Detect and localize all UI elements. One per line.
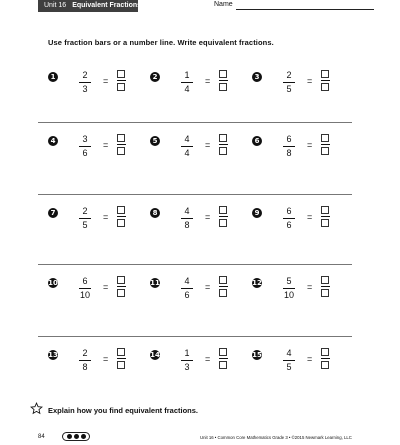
fraction-bar bbox=[283, 288, 295, 289]
numerator: 2 bbox=[82, 206, 88, 216]
answer-numerator-box[interactable] bbox=[117, 276, 125, 284]
problem-item bbox=[150, 206, 250, 246]
problem-number: 2 bbox=[150, 72, 160, 82]
dot bbox=[81, 434, 86, 439]
given-fraction bbox=[282, 206, 296, 231]
given-fraction bbox=[180, 206, 194, 231]
denominator: 8 bbox=[184, 220, 190, 230]
fraction-bar bbox=[79, 82, 91, 83]
answer-denominator-box[interactable] bbox=[117, 83, 125, 91]
answer-fraction-bar bbox=[219, 80, 228, 81]
problem-number: 13 bbox=[48, 351, 58, 359]
numerator: 1 bbox=[184, 348, 190, 358]
answer-denominator-box[interactable] bbox=[219, 83, 227, 91]
answer-numerator-box[interactable] bbox=[219, 276, 227, 284]
fraction-bar bbox=[283, 82, 295, 83]
problem-number: 11 bbox=[150, 279, 160, 287]
answer-denominator-box[interactable] bbox=[321, 219, 329, 227]
answer-denominator-box[interactable] bbox=[117, 361, 125, 369]
numerator: 2 bbox=[82, 348, 88, 358]
problem-number: 14 bbox=[150, 351, 160, 359]
answer-fraction[interactable] bbox=[321, 206, 330, 227]
equals-sign: = bbox=[205, 76, 211, 86]
given-fraction bbox=[180, 134, 194, 159]
denominator: 8 bbox=[82, 362, 88, 372]
denominator: 5 bbox=[286, 84, 292, 94]
answer-fraction[interactable] bbox=[321, 134, 330, 155]
given-fraction bbox=[282, 134, 296, 159]
given-fraction bbox=[78, 276, 92, 301]
denominator: 5 bbox=[286, 362, 292, 372]
answer-denominator-box[interactable] bbox=[321, 147, 329, 155]
given-fraction bbox=[78, 348, 92, 373]
problem-item bbox=[252, 70, 352, 110]
page-number: 84 bbox=[38, 434, 45, 440]
numerator: 6 bbox=[286, 206, 292, 216]
equals-sign: = bbox=[205, 212, 211, 222]
problem-item bbox=[48, 70, 148, 110]
equals-sign: = bbox=[103, 282, 109, 292]
answer-numerator-box[interactable] bbox=[219, 348, 227, 356]
fraction-bar bbox=[79, 360, 91, 361]
answer-fraction-bar bbox=[219, 216, 228, 217]
fraction-bar bbox=[181, 288, 193, 289]
numerator: 6 bbox=[82, 276, 88, 286]
given-fraction bbox=[282, 276, 296, 301]
explain-prompt: Explain how you find equivalent fractions. bbox=[48, 406, 199, 415]
answer-numerator-box[interactable] bbox=[117, 206, 125, 214]
answer-numerator-box[interactable] bbox=[117, 134, 125, 142]
answer-numerator-box[interactable] bbox=[321, 70, 329, 78]
problem-number: 7 bbox=[48, 208, 58, 218]
row-divider bbox=[38, 264, 352, 265]
problem-item bbox=[150, 348, 250, 388]
answer-denominator-box[interactable] bbox=[219, 147, 227, 155]
answer-denominator-box[interactable] bbox=[219, 219, 227, 227]
equals-sign: = bbox=[103, 140, 109, 150]
equals-sign: = bbox=[307, 212, 313, 222]
answer-fraction-bar bbox=[321, 80, 330, 81]
row-divider bbox=[38, 336, 352, 337]
answer-numerator-box[interactable] bbox=[219, 70, 227, 78]
fraction-bar bbox=[79, 218, 91, 219]
given-fraction bbox=[78, 134, 92, 159]
answer-denominator-box[interactable] bbox=[219, 361, 227, 369]
fraction-bar bbox=[283, 146, 295, 147]
fraction-bar bbox=[283, 218, 295, 219]
name-field[interactable] bbox=[214, 0, 374, 12]
problem-item bbox=[48, 206, 148, 246]
equals-sign: = bbox=[307, 282, 313, 292]
fraction-bar bbox=[181, 360, 193, 361]
fraction-bar bbox=[79, 146, 91, 147]
given-fraction bbox=[180, 276, 194, 301]
answer-denominator-box[interactable] bbox=[117, 289, 125, 297]
equals-sign: = bbox=[205, 354, 211, 364]
answer-denominator-box[interactable] bbox=[321, 289, 329, 297]
answer-fraction-bar bbox=[321, 286, 330, 287]
fraction-bar bbox=[181, 146, 193, 147]
problem-number: 10 bbox=[48, 279, 58, 287]
numerator: 4 bbox=[184, 206, 190, 216]
answer-fraction-bar bbox=[321, 358, 330, 359]
answer-fraction-bar bbox=[117, 216, 126, 217]
numerator: 1 bbox=[184, 70, 190, 80]
equals-sign: = bbox=[205, 140, 211, 150]
answer-fraction[interactable] bbox=[219, 70, 228, 91]
answer-fraction-bar bbox=[321, 144, 330, 145]
fraction-bar bbox=[181, 82, 193, 83]
answer-fraction[interactable] bbox=[219, 276, 228, 297]
problem-item bbox=[252, 206, 352, 246]
equals-sign: = bbox=[307, 354, 313, 364]
given-fraction bbox=[282, 348, 296, 373]
denominator: 3 bbox=[184, 362, 190, 372]
row-divider bbox=[38, 122, 352, 123]
answer-fraction-bar bbox=[321, 216, 330, 217]
numerator: 4 bbox=[184, 134, 190, 144]
answer-fraction[interactable] bbox=[219, 206, 228, 227]
answer-fraction[interactable] bbox=[117, 206, 126, 227]
answer-fraction-bar bbox=[219, 144, 228, 145]
problem-number: 4 bbox=[48, 136, 58, 146]
denominator: 6 bbox=[184, 290, 190, 300]
problem-item bbox=[48, 276, 148, 316]
unit-label: Unit 16 bbox=[44, 2, 67, 9]
answer-numerator-box[interactable] bbox=[117, 348, 125, 356]
footer-credit: Unit 16 • Common Core Mathematics Grade 3 • ©2015 Newmark Learning, LLC bbox=[200, 435, 352, 440]
numerator: 4 bbox=[184, 276, 190, 286]
equals-sign: = bbox=[103, 212, 109, 222]
denominator: 10 bbox=[283, 290, 294, 300]
denominator: 4 bbox=[184, 84, 190, 94]
name-line[interactable] bbox=[236, 9, 374, 10]
dot bbox=[67, 434, 72, 439]
answer-fraction-bar bbox=[219, 358, 228, 359]
answer-denominator-box[interactable] bbox=[117, 147, 125, 155]
denominator: 3 bbox=[82, 84, 88, 94]
problem-number: 8 bbox=[150, 208, 160, 218]
problem-number: 1 bbox=[48, 72, 58, 82]
answer-numerator-box[interactable] bbox=[321, 348, 329, 356]
problem-item bbox=[150, 276, 250, 316]
answer-numerator-box[interactable] bbox=[321, 276, 329, 284]
answer-denominator-box[interactable] bbox=[117, 219, 125, 227]
denominator: 6 bbox=[286, 220, 292, 230]
answer-denominator-box[interactable] bbox=[321, 361, 329, 369]
answer-fraction-bar bbox=[117, 286, 126, 287]
equals-sign: = bbox=[103, 76, 109, 86]
fraction-bar bbox=[181, 218, 193, 219]
answer-fraction[interactable] bbox=[117, 70, 126, 91]
dot bbox=[74, 434, 79, 439]
answer-fraction-bar bbox=[117, 144, 126, 145]
given-fraction bbox=[78, 206, 92, 231]
denominator: 4 bbox=[184, 148, 190, 158]
answer-fraction-bar bbox=[117, 80, 126, 81]
answer-numerator-box[interactable] bbox=[219, 134, 227, 142]
unit-title: Equivalent Fractions bbox=[72, 2, 142, 9]
answer-denominator-box[interactable] bbox=[321, 83, 329, 91]
name-label: Name bbox=[214, 1, 233, 8]
answer-fraction[interactable] bbox=[117, 134, 126, 155]
difficulty-dots bbox=[62, 432, 90, 441]
equals-sign: = bbox=[307, 76, 313, 86]
numerator: 4 bbox=[286, 348, 292, 358]
problem-item bbox=[252, 276, 352, 316]
star-icon bbox=[30, 402, 43, 415]
fraction-bar bbox=[79, 288, 91, 289]
problem-number: 15 bbox=[252, 351, 262, 359]
answer-numerator-box[interactable] bbox=[219, 206, 227, 214]
problem-item bbox=[48, 134, 148, 174]
answer-fraction[interactable] bbox=[117, 348, 126, 369]
denominator: 6 bbox=[82, 148, 88, 158]
numerator: 6 bbox=[286, 134, 292, 144]
denominator: 5 bbox=[82, 220, 88, 230]
answer-numerator-box[interactable] bbox=[117, 70, 125, 78]
problem-item bbox=[252, 348, 352, 388]
answer-fraction[interactable] bbox=[219, 348, 228, 369]
answer-fraction[interactable] bbox=[321, 70, 330, 91]
answer-fraction-bar bbox=[219, 286, 228, 287]
answer-fraction[interactable] bbox=[219, 134, 228, 155]
given-fraction bbox=[180, 70, 194, 95]
problem-item bbox=[150, 70, 250, 110]
problem-number: 9 bbox=[252, 208, 262, 218]
answer-numerator-box[interactable] bbox=[321, 134, 329, 142]
answer-denominator-box[interactable] bbox=[219, 289, 227, 297]
given-fraction bbox=[282, 70, 296, 95]
problem-item bbox=[252, 134, 352, 174]
problem-number: 5 bbox=[150, 136, 160, 146]
fraction-bar bbox=[283, 360, 295, 361]
problem-number: 6 bbox=[252, 136, 262, 146]
answer-fraction[interactable] bbox=[321, 276, 330, 297]
numerator: 2 bbox=[82, 70, 88, 80]
numerator: 3 bbox=[82, 134, 88, 144]
numerator: 5 bbox=[286, 276, 292, 286]
answer-numerator-box[interactable] bbox=[321, 206, 329, 214]
answer-fraction[interactable] bbox=[321, 348, 330, 369]
problem-number: 12 bbox=[252, 279, 262, 287]
answer-fraction[interactable] bbox=[117, 276, 126, 297]
instructions: Use fraction bars or a number line. Write equivalent fractions. bbox=[48, 38, 274, 47]
problem-number: 3 bbox=[252, 72, 262, 82]
problem-item bbox=[150, 134, 250, 174]
denominator: 8 bbox=[286, 148, 292, 158]
answer-fraction-bar bbox=[117, 358, 126, 359]
given-fraction bbox=[78, 70, 92, 95]
problem-item bbox=[48, 348, 148, 388]
denominator: 10 bbox=[79, 290, 90, 300]
given-fraction bbox=[180, 348, 194, 373]
equals-sign: = bbox=[307, 140, 313, 150]
unit-header-tab bbox=[38, 0, 142, 12]
equals-sign: = bbox=[205, 282, 211, 292]
numerator: 2 bbox=[286, 70, 292, 80]
equals-sign: = bbox=[103, 354, 109, 364]
row-divider bbox=[38, 194, 352, 195]
